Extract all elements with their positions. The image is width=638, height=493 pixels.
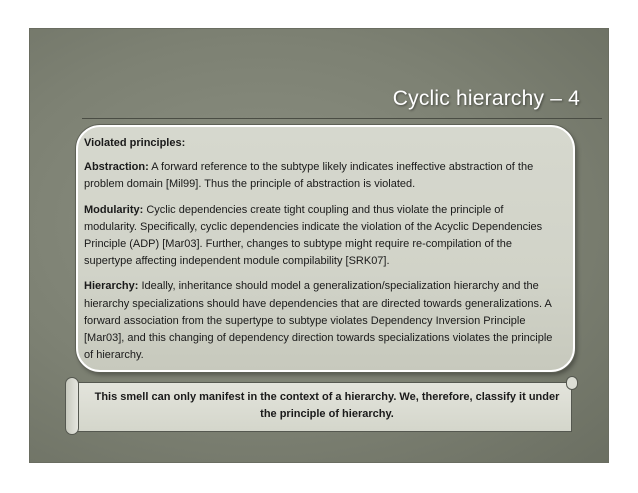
principle-hierarchy-text: Ideally, inheritance should model a generalization/specialization hierarchy and the hierarchy specializations should have dependencies that are directed towards generalizations. A forward association from the supertype to subtype violates Dependency Inversion Principle [Mar03], and this changing of dependency direction towards specializations violates the principle of hierarchy. [84, 280, 553, 362]
scroll-curl-left [65, 377, 79, 435]
principle-hierarchy-label: Hierarchy: [84, 280, 139, 293]
violated-principles-heading: Violated principles: [84, 137, 186, 149]
principle-abstraction [84, 159, 559, 193]
principle-modularity [84, 202, 559, 271]
slide-title: Cyclic hierarchy – 4 [392, 87, 580, 110]
title-divider [82, 118, 602, 119]
classification-scroll [62, 376, 578, 436]
slide [30, 29, 608, 462]
principle-modularity-text: Cyclic dependencies create tight coupling and thus violate the principle of modularity. Specifically, cyclic dependencies indicate the violation of the Acyclic Dependencies Principle (ADP) [Mar03]. Further, changes to subtype might require re-compilation of the supertype affecting independent module compilability [SRK07]. [84, 203, 543, 268]
principle-hierarchy [84, 278, 559, 364]
principle-abstraction-text: A forward reference to the subtype likely indicates ineffective abstraction of the problem domain [Mil99]. Thus the principle of abstraction is violated. [84, 161, 534, 191]
principle-abstraction-label: Abstraction: [84, 161, 149, 174]
content-box [76, 125, 575, 372]
classification-note: This smell can only manifest in the context of a hierarchy. We, therefore, classify it under the principle of hierarchy. [94, 391, 560, 420]
scroll-curl-right [566, 376, 578, 390]
principle-modularity-label: Modularity: [84, 203, 144, 216]
